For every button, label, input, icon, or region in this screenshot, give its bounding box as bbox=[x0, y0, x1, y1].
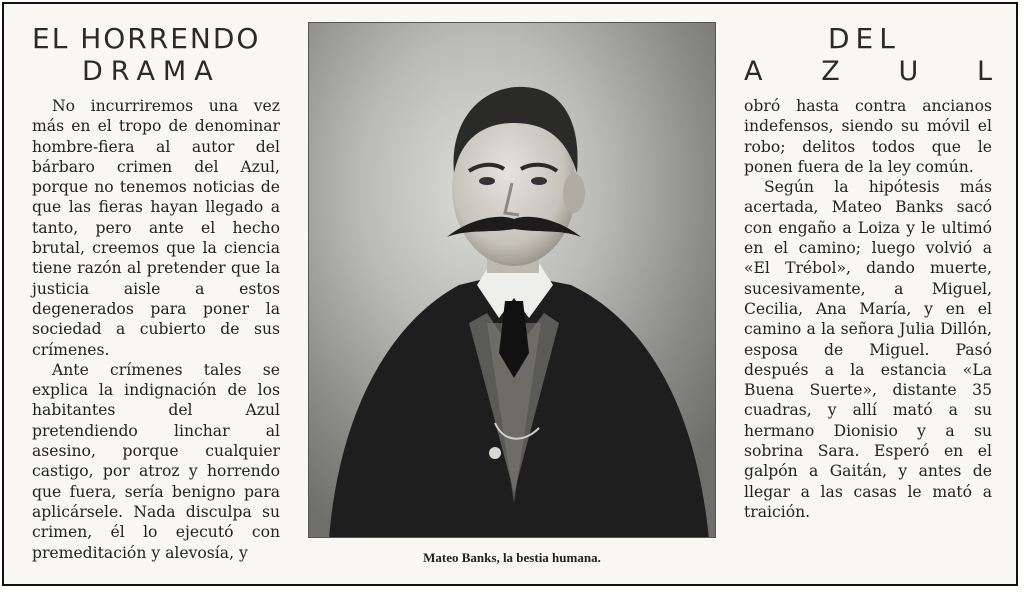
headline-letter: Z bbox=[821, 56, 840, 87]
portrait-illustration bbox=[309, 23, 716, 538]
portrait-photo bbox=[308, 22, 716, 538]
headline-left-line2: DRAMA bbox=[82, 56, 221, 87]
headline-right-line1: DEL bbox=[828, 22, 901, 55]
left-text-column bbox=[32, 96, 280, 563]
paragraph: obró hasta contra ancianos indefensos, siendo su móvil el robo; delitos todos que le ponen fuera de la ley común. bbox=[744, 97, 992, 176]
paragraph: Ante crímenes tales se explica la indignación de los habitantes del Azul pretendiendo linchar al asesino, porque cualquier castigo, por atroz y horrendo que fuera, sería benigno para aplicársele. Nada disculpa su crimen, él lo ejecutó con premeditación y alevosía, y bbox=[32, 360, 280, 562]
right-text-column bbox=[744, 96, 992, 522]
photo-caption: Mateo Banks, la bestia humana. bbox=[423, 550, 601, 565]
headline-letter: L bbox=[976, 56, 992, 87]
headline-left-line1: EL HORRENDO bbox=[32, 22, 261, 55]
headline-letter: A bbox=[744, 56, 763, 87]
headline-right-line2 bbox=[744, 56, 992, 87]
paragraph: Según la hipótesis más acertada, Mateo Banks sacó con engaño a Loiza y le ultimó en el camino; luego volvió a «El Trébol», dando muerte, sucesivamente, a Miguel, Cecilia, Ana María, y en el camino a la señora Julia Dillón, esposa de Miguel. Pasó después a la estancia «La Buena Suerte», distante 35 cuadras, y allí mató a su hermano Dionisio y a su sobrina Sara. Esperó en el galpón a Gaitán, y antes de llegar a las casas le mató a traición. bbox=[744, 178, 992, 521]
headline-letter: U bbox=[898, 56, 919, 87]
paragraph: No incurriremos una vez más en el tropo de denominar hombre-fiera al autor del bárbaro crimen del Azul, porque no tenemos noticias de que las fieras hayan llegado a tanto, pero ante el hecho brutal, creemos que la ciencia tiene razón al pretender que la justicia aisle a estos degenerados para poner la sociedad a cubierto de sus crímenes. bbox=[32, 97, 280, 359]
